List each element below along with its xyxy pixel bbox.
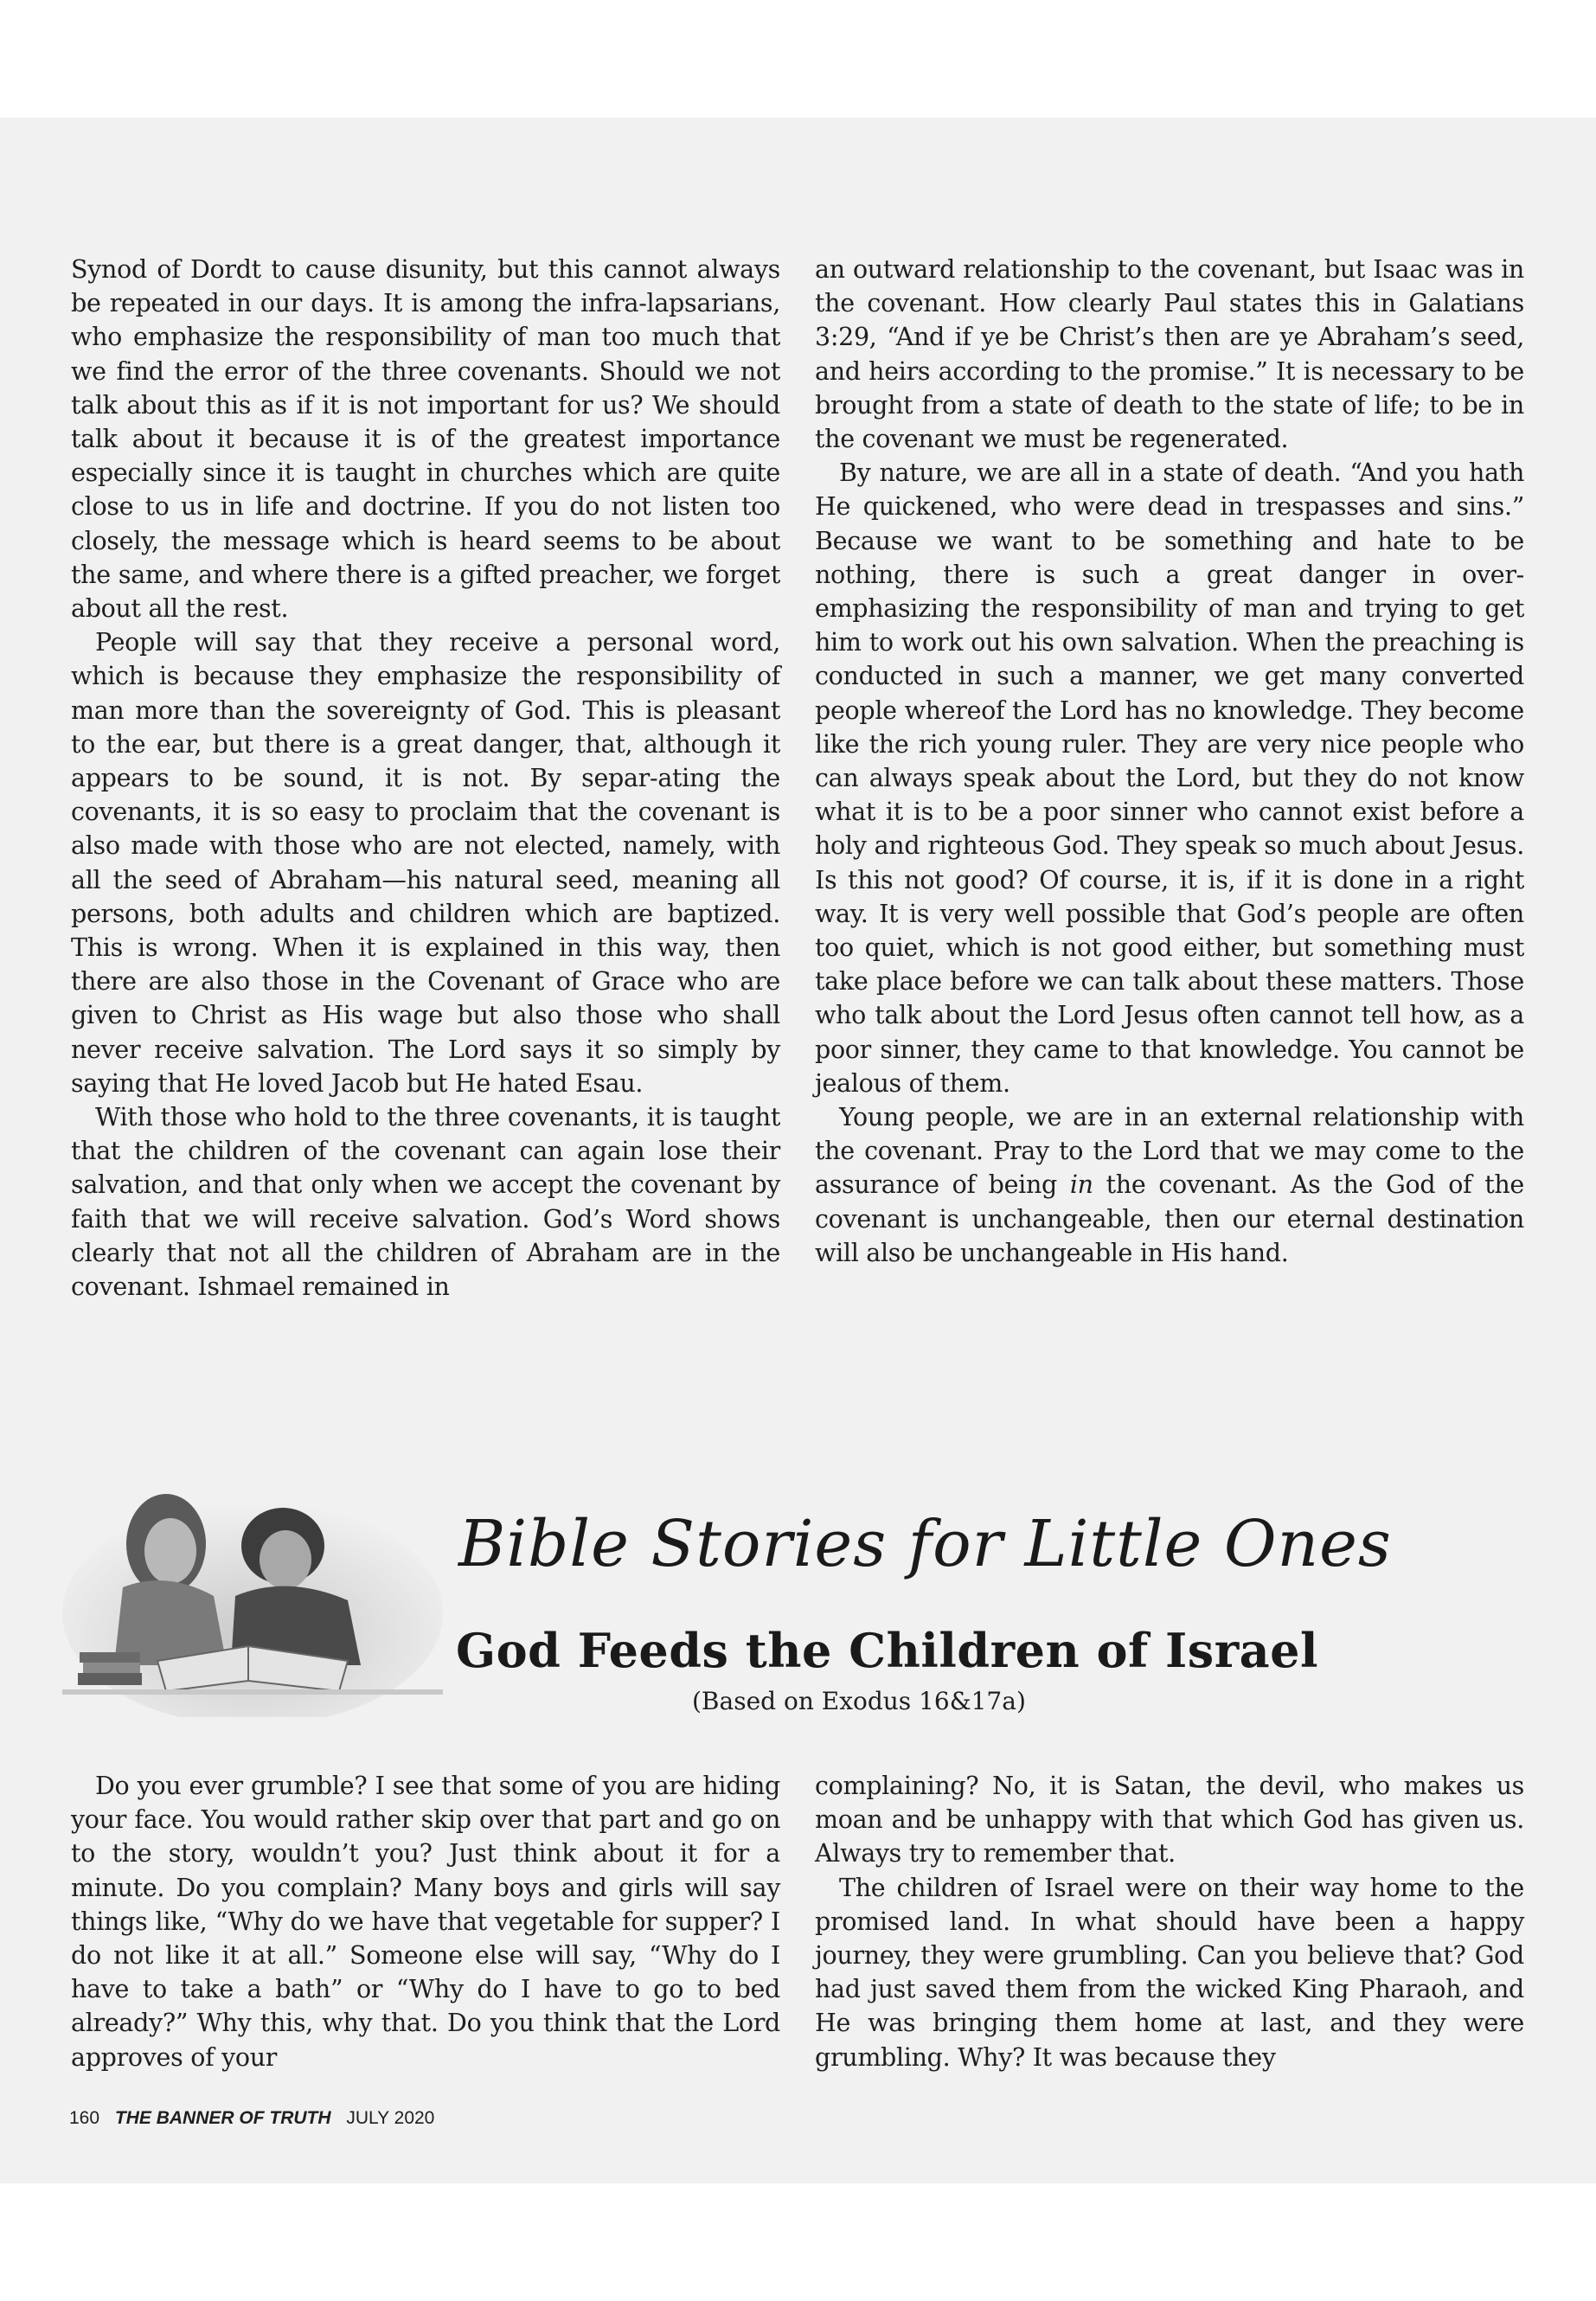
- paragraph: [815, 1100, 1524, 1270]
- paragraph: an outward relationship to the covenant, but Isaac was in the covenant. How clearly Paul states this in Galatians 3:29, “And if ye be Christ’s then are ye Abraham’s seed, and heirs according to the promise.” It is necessary to be brought from a state of death to the state of life; to be in the covenant we must be regenerated.: [815, 255, 1524, 454]
- paragraph: complaining? No, it is Satan, the devil, who makes us moan and be unhappy with that which God has given us. Always try to remember that.: [815, 1772, 1524, 1868]
- paragraph: With those who hold to the three covenants, it is taught that the children of the covenant can again lose their salvation, and that only when we accept the covenant by faith that we will receive salvation. God’s Word shows clearly that not all the children of Abraham are in the covenant. Ishmael remained in: [71, 1103, 780, 1302]
- issue-date: JULY 2020: [346, 2108, 435, 2128]
- story-title: God Feeds the Children of Israel: [456, 1623, 1319, 1678]
- story-column-2: [815, 1769, 1524, 2074]
- section-title: Bible Stories for Little Ones: [458, 1507, 1392, 1581]
- text-run: Young people, we are in an external relationship with the covenant. Pray to the Lord that we may come to the assurance of being: [815, 1103, 1524, 1200]
- story-subtitle: (Based on Exodus 16&17a): [692, 1687, 1026, 1715]
- paragraph: The children of Israel were on their way home to the promised land. In what should have been a happy journey, they were grumbling. Can you believe that? God had just saved them from the wicked King Pharaoh, and He was bringing them home at last, and they were grumbling. Why? It was because they: [815, 1873, 1524, 2072]
- story-column-1: [71, 1769, 780, 2074]
- page-footer: [69, 2108, 434, 2129]
- paragraph: Do you ever grumble? I see that some of you are hiding your face. You would rather skip over that part and go on to the story, wouldn’t you? Just think about it for a minute. Do you complain? Many boys and girls will say things like, “Why do we have that vegetable for supper? I do not like it at all.” Someone else will say, “Why do I have to take a bath” or “Why do I have to go to bed already?” Why this, why that. Do you think that the Lord approves of your: [71, 1772, 780, 2072]
- children-reading-illustration: [62, 1484, 443, 1717]
- paragraph: By nature, we are all in a state of death. “And you hath He quickened, who were dead in trespasses and sins.” Because we want to be something and hate to be nothing, there is such a great danger in over-emphasizing the responsibility of man and trying to get him to work out his own salvation. When the preaching is conducted in such a manner, we get many converted people whereof the Lord has no knowledge. They become like the rich young ruler. They are very nice people who can always speak about the Lord, but they do not know what it is to be a poor sinner who cannot exist before a holy and righteous God. They speak so much about Jesus. Is this not good? Of course, it is, if it is done in a right way. It is very well possible that God’s people are often too quiet, which is not good either, but something must take place before we can talk about these matters. Those who talk about the Lord Jesus often cannot tell how, as a poor sinner, they came to that knowledge. You cannot be jealous of them.: [815, 458, 1524, 1098]
- article-column-1: [71, 253, 780, 1304]
- emphasis-text: in: [1069, 1170, 1093, 1200]
- magazine-name: THE BANNER OF TRUTH: [114, 2108, 331, 2128]
- text-run: the covenant. As the God of the covenant is unchangeable, then our eternal destination will also be unchangeable in His hand.: [815, 1170, 1524, 1267]
- paragraph: Synod of Dordt to cause disunity, but this cannot always be repeated in our days. It is among the infra-lapsarians, who emphasize the responsibility of man too much that we find the error of the three covenants. Should we not talk about this as if it is not important for us? We should talk about it because it is of the greatest importance especially since it is taught in churches which are quite close to us in life and doctrine. If you do not listen too closely, the message which is heard seems to be about the same, and where there is a gifted preacher, we forget about all the rest.: [71, 255, 780, 624]
- article-column-2: [815, 253, 1524, 1270]
- page-number: 160: [69, 2108, 100, 2128]
- paragraph: People will say that they receive a personal word, which is because they emphasize the responsibility of man more than the sovereignty of God. This is pleasant to the ear, but there is a great danger, that, although it appears to be sound, it is not. By separ-ating the covenants, it is so easy to proclaim that the covenant is also made with those who are not elected, namely, with all the seed of Abraham—his natural seed, meaning all persons, both adults and children which are baptized. This is wrong. When it is explained in this way, then there are also those in the Covenant of Grace who are given to Christ as His wage but also those who shall never receive salvation. The Lord says it so simply by saying that He loved Jacob but He hated Esau.: [71, 628, 780, 1098]
